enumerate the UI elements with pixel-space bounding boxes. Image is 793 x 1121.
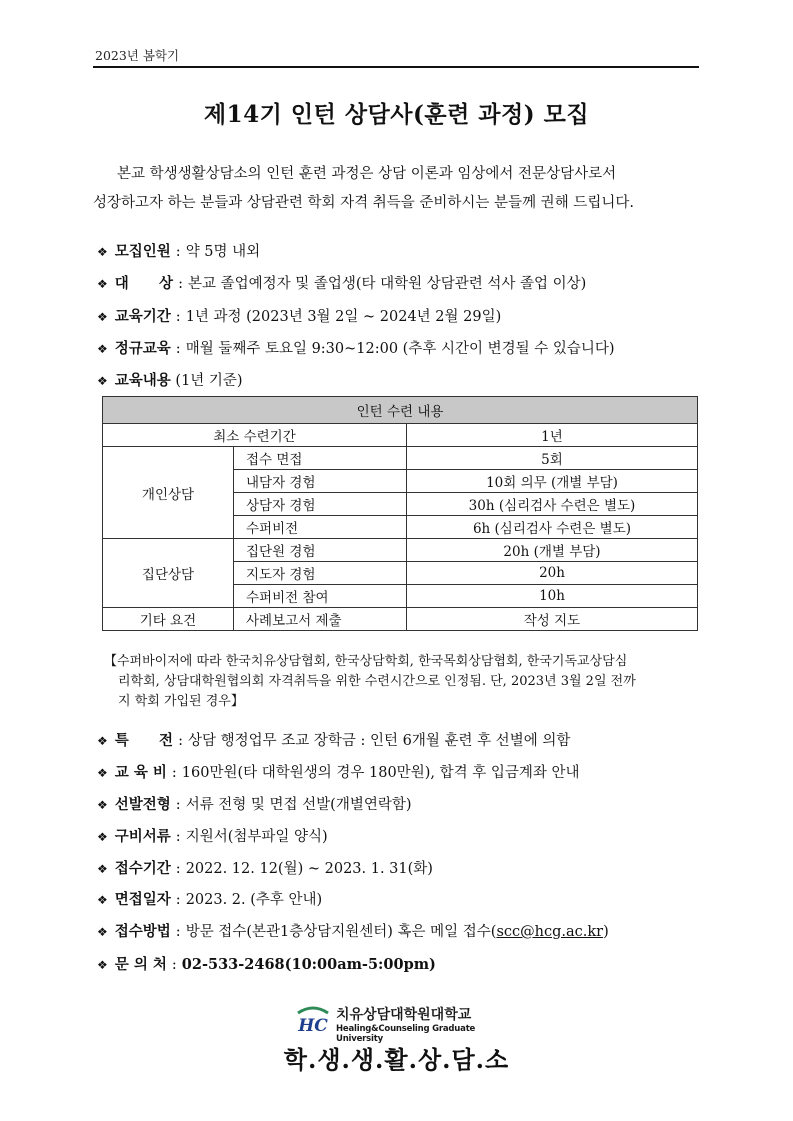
item-value: (1년 기준) bbox=[175, 373, 243, 389]
intro-line-2: 성장하고자 하는 분들과 상담관련 학회 자격 취득을 준비하시는 분들께 권해 드립니다. bbox=[93, 195, 634, 211]
university-logo bbox=[296, 1003, 506, 1044]
bullet-icon: ❖ bbox=[97, 958, 108, 972]
item-value: 지원서(첨부파일 양식) bbox=[185, 829, 328, 845]
row-item: 사례보고서 제출 bbox=[234, 608, 407, 631]
item-interview-date: ❖ 면접일자 : 2023. 2. (추후 안내) bbox=[97, 891, 323, 908]
min-period-value: 1년 bbox=[407, 424, 698, 447]
item-label: 정규교육 bbox=[114, 340, 171, 357]
training-table bbox=[102, 396, 698, 631]
bullet-icon: ❖ bbox=[97, 342, 108, 356]
org-name-korean: 치유상담대학원대학교 bbox=[336, 1007, 472, 1023]
item-value: 서류 전형 및 면접 선발(개별연락함) bbox=[185, 797, 412, 813]
page-title: 제14기 인턴 상담사(훈련 과정) 모집 bbox=[203, 101, 590, 128]
hc-logo-icon bbox=[296, 1003, 330, 1035]
bullet-icon: ❖ bbox=[97, 310, 108, 324]
bullet-icon: ❖ bbox=[97, 734, 108, 748]
item-value: 약 5명 내외 bbox=[185, 244, 261, 260]
item-value: 방문 접수(본관1층상담지원센터) 혹은 메일 접수( bbox=[185, 924, 497, 940]
item-label: 문 의 처 bbox=[114, 956, 167, 973]
bullet-icon: ❖ bbox=[97, 766, 108, 780]
intro-paragraph bbox=[95, 160, 705, 218]
bullet-icon: ❖ bbox=[97, 277, 108, 291]
item-application-method: ❖ 접수방법 : 방문 접수(본관1층상담지원센터) 혹은 메일 접수(scc@hcg.ac.kr) bbox=[97, 923, 609, 940]
center-name: 학.생.생.활.상.담.소 bbox=[283, 1045, 510, 1074]
org-name-english: Healing&Counseling Graduate University bbox=[336, 1024, 476, 1044]
bullet-icon: ❖ bbox=[97, 862, 108, 876]
item-value: 본교 졸업예정자 및 졸업생(타 대학원 상담관련 석사 졸업 이상) bbox=[187, 276, 587, 292]
row-value: 작성 지도 bbox=[407, 608, 698, 631]
item-value: 2023. 2. (추후 안내) bbox=[185, 892, 323, 908]
item-label: 접수방법 bbox=[114, 923, 171, 940]
note-line-1: 【수퍼바이저에 따라 한국치유상담협회, 한국상담학회, 한국목회상담협회, 한국기독교상담심 bbox=[104, 654, 628, 669]
item-label: 접수기간 bbox=[114, 860, 171, 877]
row-item: 수퍼비전 bbox=[234, 516, 407, 539]
item-recruit-count: ❖ 모집인원 : 약 5명 내외 bbox=[97, 243, 261, 260]
item-label: 모집인원 bbox=[114, 243, 171, 260]
item-documents: ❖ 구비서류 : 지원서(첨부파일 양식) bbox=[97, 828, 328, 845]
row-value: 30h (심리검사 수련은 별도) bbox=[407, 493, 698, 516]
table-row bbox=[103, 424, 698, 447]
item-label: 특 전 bbox=[114, 732, 174, 749]
item-target: ❖ 대 상 : 본교 졸업예정자 및 졸업생(타 대학원 상담관련 석사 졸업 이상) bbox=[97, 275, 587, 292]
bullet-icon: ❖ bbox=[97, 925, 108, 939]
table-row bbox=[103, 539, 698, 562]
row-value: 5회 bbox=[407, 447, 698, 470]
row-item: 집단원 경험 bbox=[234, 539, 407, 562]
logo-mark-text: HC bbox=[298, 1016, 328, 1035]
row-item: 내담자 경험 bbox=[234, 470, 407, 493]
row-value: 20h bbox=[407, 562, 698, 585]
min-period-label: 최소 수련기간 bbox=[103, 424, 407, 447]
row-item: 접수 면접 bbox=[234, 447, 407, 470]
item-application-period: ❖ 접수기간 : 2022. 12. 12(월) ~ 2023. 1. 31(화) bbox=[97, 860, 433, 877]
intro-line-1: 본교 학생생활상담소의 인턴 훈련 과정은 상담 이론과 임상에서 전문상담사로서 bbox=[117, 166, 617, 182]
item-tuition: ❖ 교 육 비 : 160만원(타 대학원생의 경우 180만원), 합격 후 입금계좌 안내 bbox=[97, 764, 580, 781]
note-line-2: 리학회, 상담대학원협의회 자격취득을 위한 수련시간으로 인정됨. 단, 2023년 3월 2일 전까 bbox=[118, 674, 636, 689]
row-item: 수퍼비전 참여 bbox=[234, 585, 407, 608]
item-value-suffix: ) bbox=[603, 924, 609, 940]
row-item: 지도자 경험 bbox=[234, 562, 407, 585]
supervision-note bbox=[104, 652, 704, 712]
row-value: 20h (개별 부담) bbox=[407, 539, 698, 562]
item-label: 구비서류 bbox=[114, 828, 171, 845]
item-value: 160만원(타 대학원생의 경우 180만원), 합격 후 입금계좌 안내 bbox=[181, 765, 580, 781]
table-header: 인턴 수련 내용 bbox=[103, 397, 698, 424]
bullet-icon: ❖ bbox=[97, 893, 108, 907]
item-value: 매월 둘째주 토요일 9:30~12:00 (추후 시간이 변경될 수 있습니다) bbox=[185, 341, 615, 357]
group-group-counseling: 집단상담 bbox=[103, 539, 234, 608]
semester-label: 2023년 봄학기 bbox=[95, 48, 180, 63]
email-link[interactable]: scc@hcg.ac.kr bbox=[496, 924, 604, 940]
item-education-content bbox=[97, 369, 243, 390]
item-label: 대 상 bbox=[114, 275, 174, 292]
row-value: 10h bbox=[407, 585, 698, 608]
item-label: 교육내용 bbox=[114, 372, 171, 389]
note-line-3: 지 학회 가입된 경우】 bbox=[118, 694, 244, 709]
item-selection: ❖ 선발전형 : 서류 전형 및 면접 선발(개별연락함) bbox=[97, 796, 412, 813]
item-contact: ❖ 문 의 처 : 02-533-2468(10:00am-5:00pm) bbox=[97, 956, 436, 973]
row-value: 10회 의무 (개별 부담) bbox=[407, 470, 698, 493]
item-label: 교 육 비 bbox=[114, 764, 167, 781]
item-value: 2022. 12. 12(월) ~ 2023. 1. 31(화) bbox=[185, 861, 433, 877]
item-value: 상담 행정업무 조교 장학금 : 인턴 6개월 훈련 후 선별에 의함 bbox=[187, 733, 571, 749]
table-row bbox=[103, 447, 698, 470]
item-label: 면접일자 bbox=[114, 891, 171, 908]
item-value: 02-533-2468(10:00am-5:00pm) bbox=[181, 956, 436, 973]
item-label: 선발전형 bbox=[114, 796, 171, 813]
item-regular-education: ❖ 정규교육 : 매월 둘째주 토요일 9:30~12:00 (추후 시간이 변경될 수 있습니다) bbox=[97, 340, 615, 357]
row-value: 6h (심리검사 수련은 별도) bbox=[407, 516, 698, 539]
bullet-icon: ❖ bbox=[97, 245, 108, 259]
bullet-icon: ❖ bbox=[97, 374, 108, 388]
item-benefit: ❖ 특 전 : 상담 행정업무 조교 장학금 : 인턴 6개월 훈련 후 선별에 의함 bbox=[97, 732, 571, 749]
bullet-icon: ❖ bbox=[97, 830, 108, 844]
item-value: 1년 과정 (2023년 3월 2일 ~ 2024년 2월 29일) bbox=[185, 309, 502, 325]
group-individual: 개인상담 bbox=[103, 447, 234, 539]
table-row bbox=[103, 608, 698, 631]
table-header-row bbox=[103, 397, 698, 424]
row-item: 상담자 경험 bbox=[234, 493, 407, 516]
bullet-icon: ❖ bbox=[97, 798, 108, 812]
item-label: 교육기간 bbox=[114, 308, 171, 325]
item-period: ❖ 교육기간 : 1년 과정 (2023년 3월 2일 ~ 2024년 2월 29일) bbox=[97, 308, 502, 325]
group-other: 기타 요건 bbox=[103, 608, 234, 631]
header-rule bbox=[93, 66, 699, 68]
